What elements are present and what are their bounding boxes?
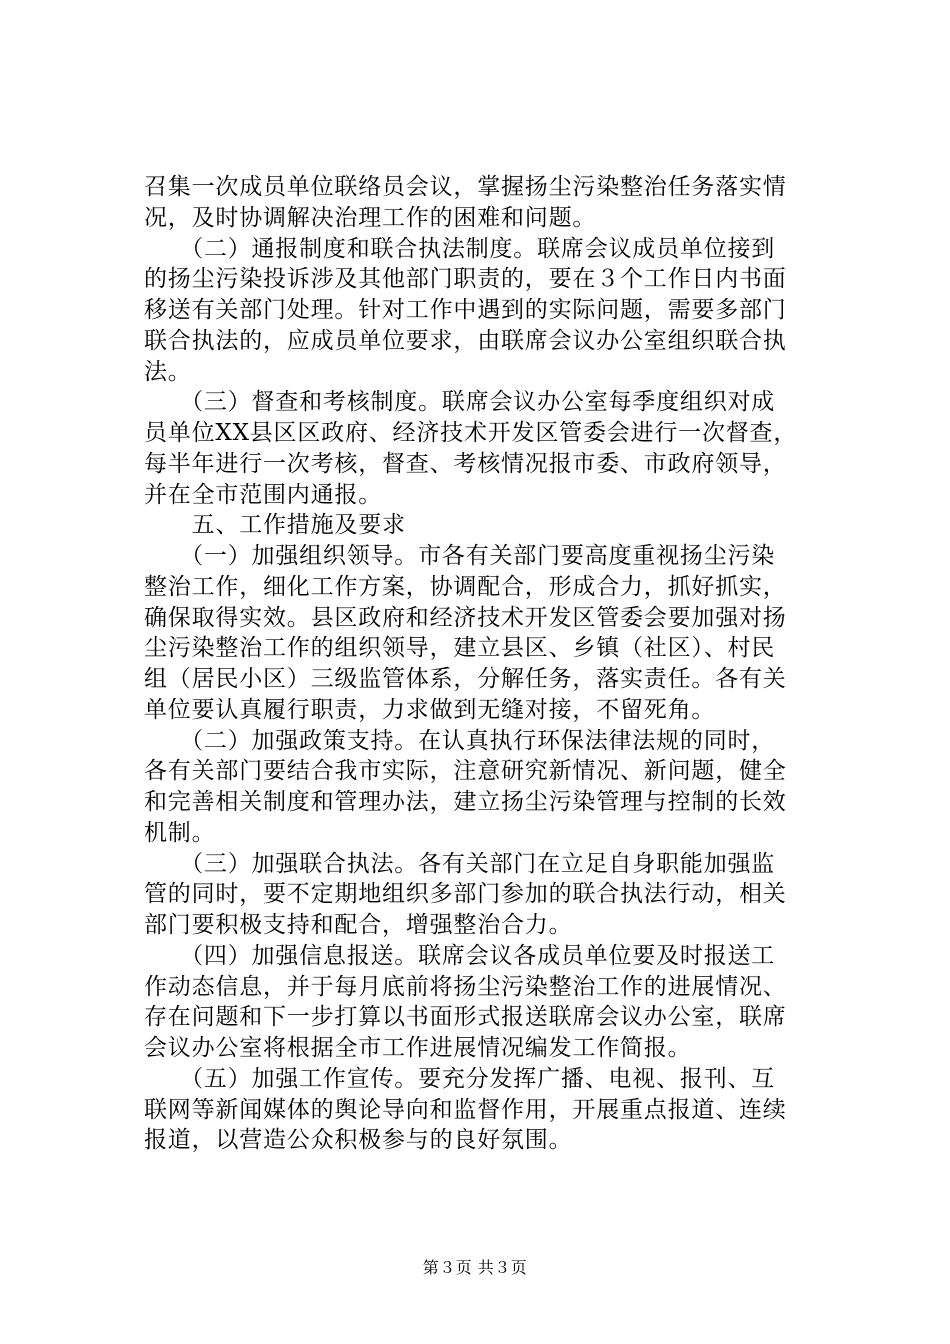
body-text-line: 组（居民小区）三级监管体系，分解任务，落实责任。各有关 (144, 666, 787, 692)
body-text-line: （四）加强信息报送。联席会议各成员单位要及时报送工 (144, 942, 776, 969)
body-text-line: （三）督查和考核制度。联席会议办公室每季度组织对成 (144, 389, 776, 416)
body-text-line: 的扬尘污染投诉涉及其他部门职责的，要在３个工作日内书面 (144, 266, 787, 293)
body-text-line: 并在全市范围内通报。 (144, 481, 382, 508)
body-text-line: 部门要积极支持和配合，增强整治合力。 (144, 912, 573, 938)
section-heading: 五、工作措施及要求 (144, 512, 406, 539)
body-text-line: （三）加强联合执法。各有关部门在立足自身职能加强监 (144, 850, 776, 877)
body-text-line: 况，及时协调解决治理工作的困难和问题。 (144, 204, 597, 231)
body-text-line: 法。 (144, 358, 192, 385)
body-text-line: 单位要认真履行职责，力求做到无缝对接，不留死角。 (144, 696, 716, 723)
body-text-line: 每半年进行一次考核，督查、考核情况报市委、市政府领导， (144, 450, 787, 477)
body-text-line: 各有关部门要结合我市实际，注意研究新情况、新问题，健全 (144, 758, 787, 785)
body-text-line: 员单位XX县区区政府、经济技术开发区管委会进行一次督查， (144, 420, 798, 446)
body-text-line: 确保取得实效。县区政府和经济技术开发区管委会要加强对扬 (144, 604, 787, 631)
body-text-line: 机制。 (144, 819, 216, 846)
body-text-line: 移送有关部门处理。针对工作中遇到的实际问题，需要多部门 (144, 297, 787, 323)
page-number-footer: 第３页 共３页 (422, 1258, 528, 1277)
body-text-line: （五）加强工作宣传。要充分发挥广播、电视、报刊、互 (144, 1065, 776, 1092)
body-text-line: 召集一次成员单位联络员会议，掌握扬尘污染整治任务落实情 (144, 174, 787, 200)
body-text-line: 尘污染整治工作的组织领导，建立县区、乡镇（社区）、村民 (144, 635, 776, 662)
body-text-line: 会议办公室将根据全市工作进展情况编发工作简报。 (144, 1035, 692, 1061)
body-text-line: 报道，以营造公众积极参与的良好氛围。 (144, 1127, 573, 1154)
body-text-line: 联网等新闻媒体的舆论导向和监督作用，开展重点报道、连续 (144, 1096, 787, 1123)
body-text-line: （一）加强组织领导。市各有关部门要高度重视扬尘污染 (144, 543, 776, 569)
body-text-line: 管的同时，要不定期地组织多部门参加的联合执法行动，相关 (144, 881, 787, 908)
body-text-line: 整治工作，细化工作方案，协调配合，形成合力，抓好抓实， (144, 573, 787, 600)
body-text-line: （二）加强政策支持。在认真执行环保法律法规的同时， (144, 727, 776, 754)
body-text-line: 和完善相关制度和管理办法，建立扬尘污染管理与控制的长效 (144, 789, 787, 815)
body-text-line: 联合执法的，应成员单位要求，由联席会议办公室组织联合执 (144, 327, 787, 354)
body-text-line: 存在问题和下一步打算以书面形式报送联席会议办公室，联席 (144, 1004, 787, 1031)
body-text-line: 作动态信息，并于每月底前将扬尘污染整治工作的进展情况、 (144, 973, 787, 1000)
body-text-line: （二）通报制度和联合执法制度。联席会议成员单位接到 (144, 235, 776, 262)
